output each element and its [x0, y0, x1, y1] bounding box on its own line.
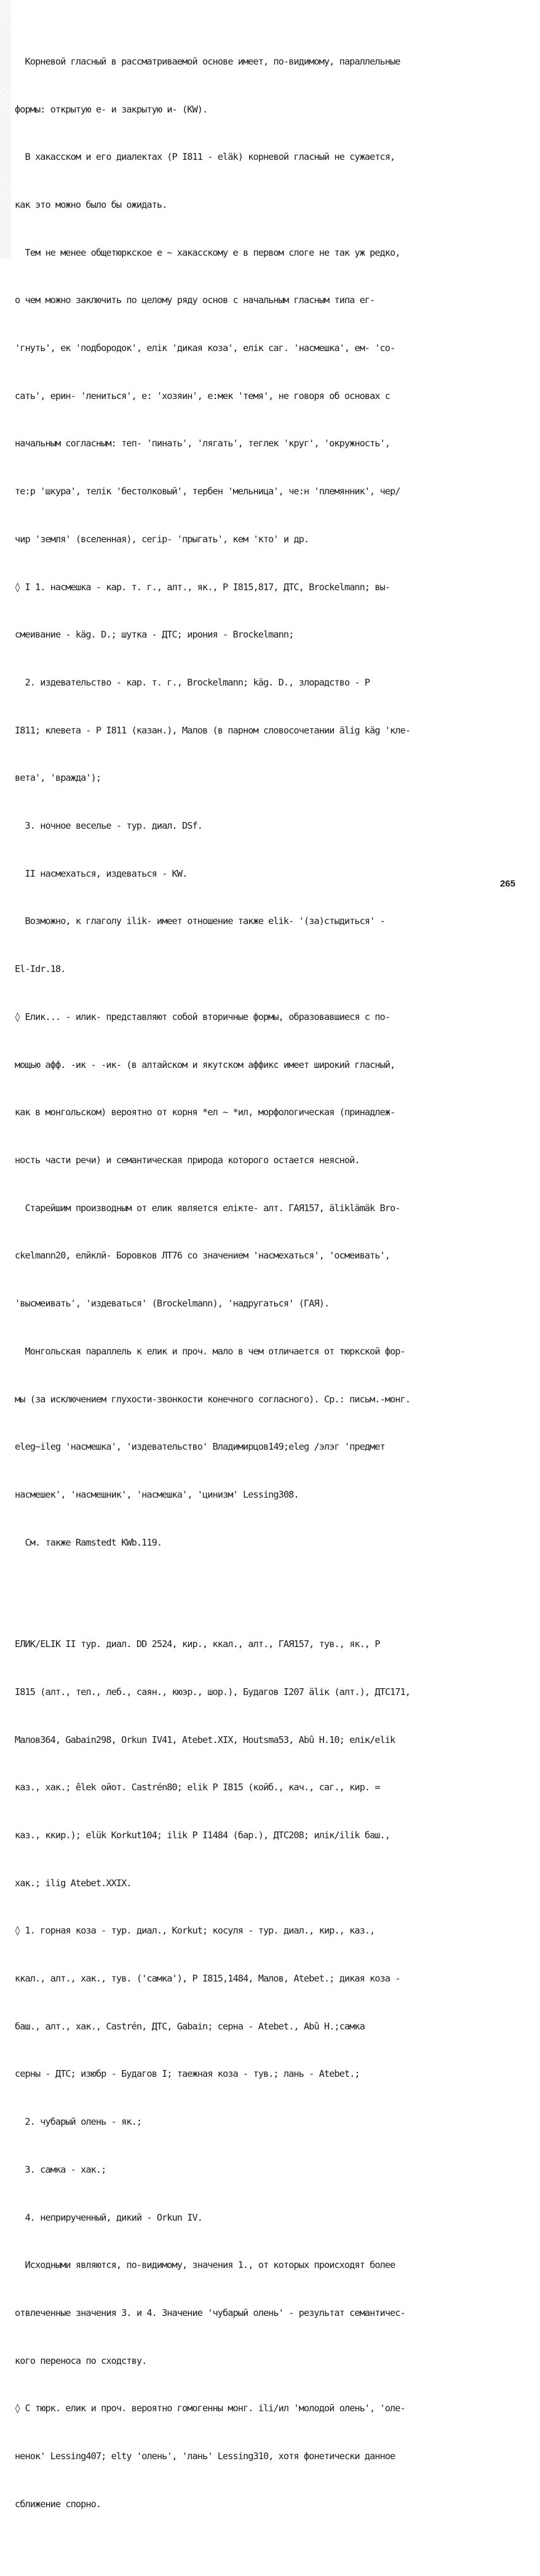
text-line: Малов364, Gabain298, Orkun IV41, Atebet.XIX, Houtsma53, Abû H.10; елiк/elik — [15, 1734, 395, 1745]
text-line: В хакасском и его диалектах (Р I811 - eläk) корневой гласный не сужается, — [15, 151, 395, 163]
text-line: eleg~ileg 'насмешка', 'издевательство' Владимирцов149;eleg /элэг 'предмет — [15, 1441, 385, 1453]
text-line: Тем не менее общетюркское е ~ хакасскому е в первом слоге не так уж редко, — [15, 247, 400, 258]
text-line: формы: открытую е- и закрытую и- (KW). — [15, 103, 208, 115]
text-line: мы (за исключением глухости-звонкости конечного согласного). Ср.: письм.-монг. — [15, 1393, 411, 1405]
text-line: смеивание - käg. D.; шутка - ДТС; ирония - Brockelmann; — [15, 629, 294, 641]
text-line: начальным согласным: теп- 'пинать', 'лягать', теглек 'круг', 'окружность', — [15, 438, 391, 449]
section-gap — [15, 1582, 525, 1605]
text-line: ненок' Lessing407; elty 'олень', 'лань' Lessing310, хотя фонетически данное — [15, 2451, 395, 2462]
text-line: Исходными являются, по-видимому, значения 1., от которых происходят более — [15, 2259, 395, 2271]
text-line: 3. самка - хак.; — [15, 2163, 106, 2175]
text-line: каз., хак.; êlek ойот. Castrén80; elik Р I815 (койб., кач., саг., кир. = — [15, 1782, 380, 1793]
page-number: 265 — [499, 879, 515, 889]
text-line: те:р 'шкура', телiк 'бестолковый', тербен 'мельница', че:н 'племянник', чер/ — [15, 486, 400, 497]
text-line: ность части речи) и семантическая природа которого остается неясной. — [15, 1154, 360, 1166]
text-line: ◊ 1. горная коза - тур. диал., Korkut; косуля - тур. диал., кир., каз., — [15, 1925, 375, 1937]
text-line: El-Idr.18. — [15, 963, 66, 975]
scan-edge-artifact — [0, 0, 11, 258]
text-line: Возможно, к глаголу ilik- имеет отношение также elik- '(за)стыдиться' - — [15, 915, 385, 927]
text-line: вета', 'вражда'); — [15, 772, 101, 784]
text-line: ЕЛИК/ELIK II тур. диал. DD 2524, кир., ккал., алт., ГАЯ157, тув., як., Р — [15, 1638, 380, 1650]
text-line: сать', ерин- 'лениться', е: 'хозяин', е:мек 'темя', не говоря об основах с — [15, 390, 391, 401]
text-line: I815 (алт., тел., леб., саян., кюэр., шор.), Будагов I207 äliк (алт.), ДТС171, — [15, 1686, 411, 1697]
document-body — [15, 22, 525, 2576]
text-line: насмешек', 'насмешник', 'насмешка', 'цинизм' Lessing308. — [15, 1488, 299, 1500]
text-line: хак.; ilig Atebet.XXIX. — [15, 1877, 132, 1889]
text-line: 2. чубарый олень - як.; — [15, 2116, 142, 2128]
text-line: мощью афф. -ик - -ик- (в алтайском и якутском аффикс имеет широкий гласный, — [15, 1059, 395, 1070]
text-line: как это можно было бы ожидать. — [15, 199, 167, 210]
text-line: 4. неприрученный, дикий - Orkun IV. — [15, 2211, 203, 2223]
text-line: 'высмеивать', 'издеваться' (Brockelmann), 'надругаться' (ГАЯ). — [15, 1298, 330, 1310]
text-line: 3. ночное веселье - тур. диал. DSf. — [15, 820, 203, 832]
text-line: ккал., алт., хак., тув. ('самка'), Р I815,1484, Малов, Atebet.; дикая коза - — [15, 1973, 400, 1985]
text-line: отвлеченные значения 3. и 4. Значение 'чубарый олень' - результат семантичес- — [15, 2307, 405, 2318]
text-line: баш., алт., хак., Castrén, ДТС, Gabain; серна - Atebet., Abû H.;самка — [15, 2020, 365, 2032]
text-line: о чем можно заключить по целому ряду основ с начальным гласным типа ег- — [15, 294, 375, 306]
text-line: ◊ Елик... - илик- представляют собой вторичные формы, образовавшиеся с по- — [15, 1011, 391, 1022]
text-line: Монгольская параллель к елик и проч. мало в чем отличается от тюркской фор- — [15, 1345, 405, 1357]
text-line: чир 'земля' (вселенная), сегiр- 'прыгать', кем 'кто' и др. — [15, 533, 309, 545]
text-line: как в монгольском) вероятно от корня *ел ~ *ил, морфологическая (принадлеж- — [15, 1107, 395, 1118]
text-line: 2. издевательство - кар. т. г., Brockelmann; käg. D., злорадство - Р — [15, 676, 370, 688]
text-line: каз., ккир.); elük Korkut104; ilik Р I1484 (бар.), ДТС208; илiк/ilik баш., — [15, 1829, 391, 1841]
text-line: ◊ I 1. насмешка - кар. т. г., алт., як., Р I815,817, ДТС, Brockelmann; вы- — [15, 581, 391, 593]
text-line: ckelmann20, елйклй- Боровков ЛТ76 со значением 'насмехаться', 'осмеивать', — [15, 1250, 391, 1262]
text-line: ◊ С тюрк. елик и проч. вероятно гомогенны монг. ili/ил 'молодой олень', 'оле- — [15, 2403, 405, 2414]
text-line: I811; клевета - Р I811 (казан.), Малов (в парном словосочетании älig käg 'кле- — [15, 724, 411, 736]
text-line: 'гнуть', ек 'подбородок', елiк 'дикая коза', елiк саг. 'насмешка', ем- 'со- — [15, 342, 395, 354]
text-line: сближение спорно. — [15, 2498, 101, 2510]
text-line: кого переноса по сходству. — [15, 2355, 147, 2366]
text-line — [15, 2544, 525, 2560]
text-line: II насмехаться, издеваться - KW. — [15, 867, 188, 879]
text-line: Корневой гласный в рассматриваемой основе имеет, по-видимому, параллельные — [15, 55, 400, 67]
text-line: Старейшим производным от елик является елiкте- алт. ГАЯ157, äliklämäk Bro- — [15, 1202, 400, 1214]
text-line: серны - ДТС; изюбр - Будагов I; таежная коза - тув.; лань - Atebet.; — [15, 2068, 360, 2080]
text-line: См. также Ramstedt KWb.119. — [15, 1536, 162, 1548]
